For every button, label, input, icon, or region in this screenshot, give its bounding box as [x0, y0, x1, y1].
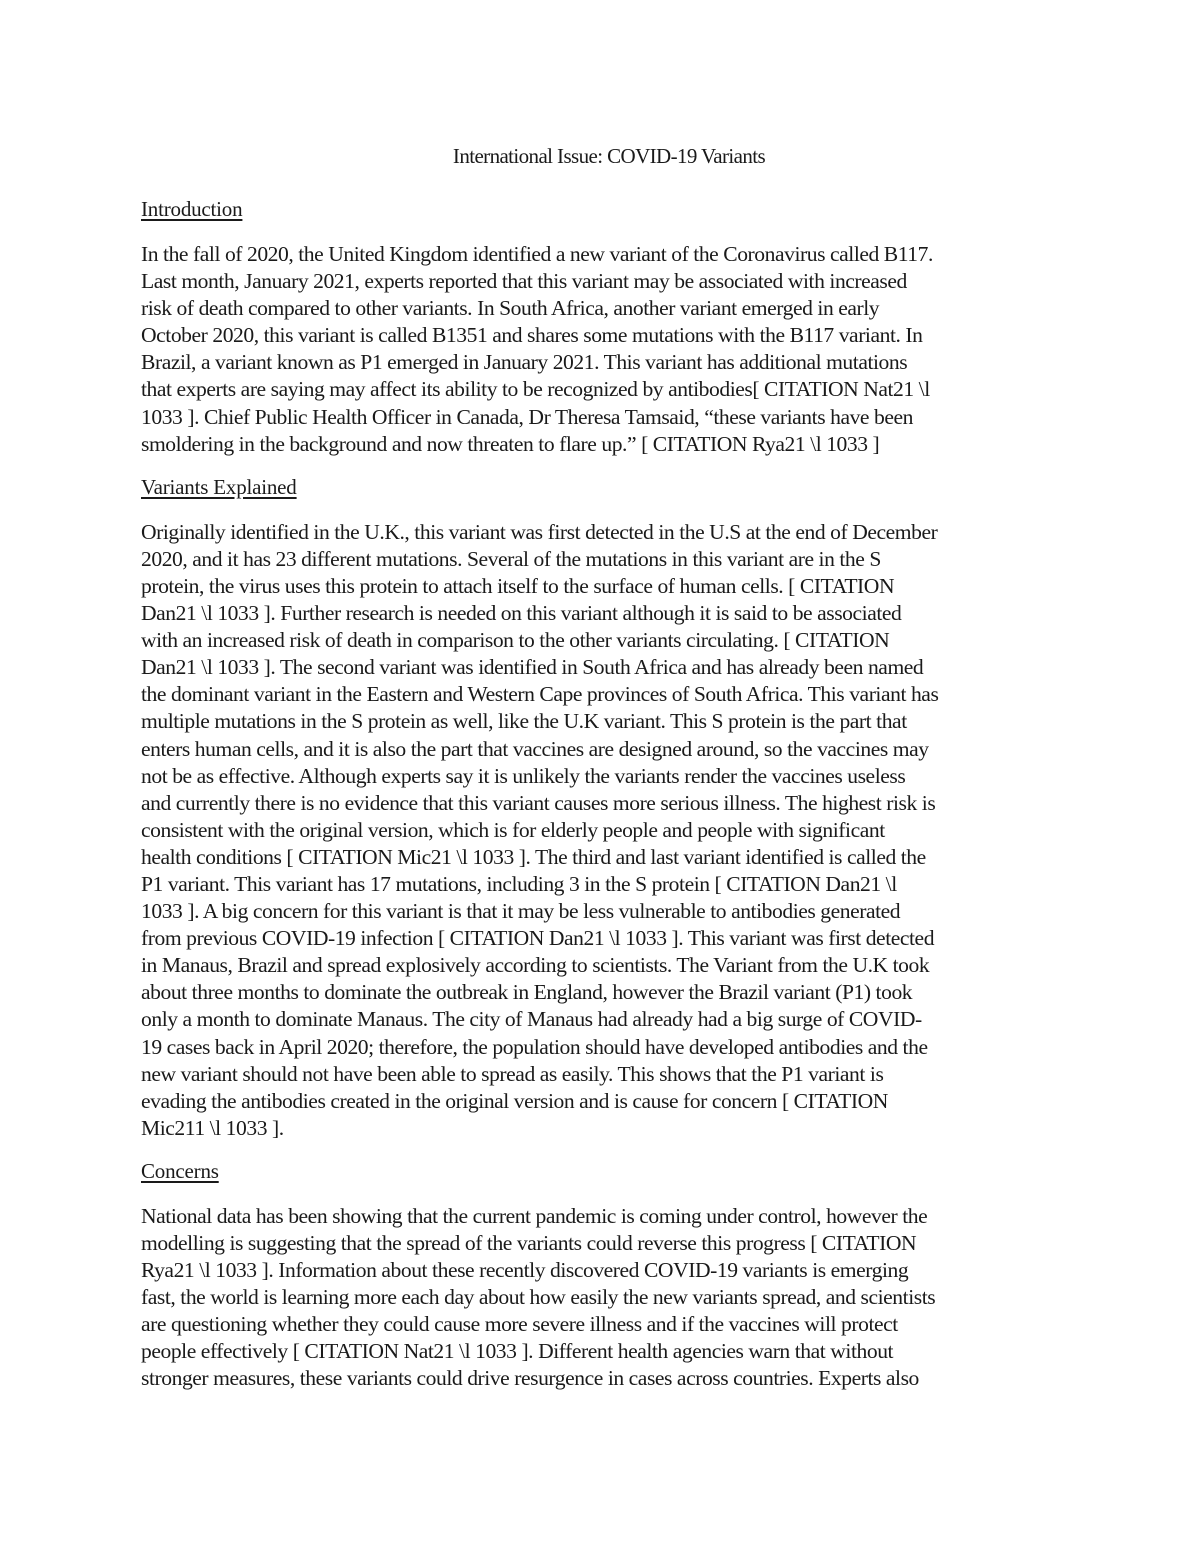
document-body — [141, 142, 1063, 1409]
paragraph-line: risk of death compared to other variants. In South Africa, another variant emerged in early — [141, 296, 880, 321]
paragraph-line: Dan21 \l 1033 ]. The second variant was identified in South Africa and has already been named — [141, 655, 924, 680]
paragraph-line: P1 variant. This variant has 17 mutations, including 3 in the S protein [ CITATION Dan21 \l — [141, 871, 897, 896]
paragraph-line: Brazil, a variant known as P1 emerged in January 2021. This variant has additional mutations — [141, 350, 908, 375]
paragraph-line: people effectively [ CITATION Nat21 \l 1033 ]. Different health agencies warn that without — [141, 1339, 894, 1364]
paragraph-line: Dan21 \l 1033 ]. Further research is needed on this variant although it is said to be associated — [141, 601, 902, 626]
paragraph-line: that experts are saying may affect its ability to be recognized by antibodies[ CITATION Nat21 \l — [141, 377, 930, 402]
paragraph-line: National data has been showing that the current pandemic is coming under control, however the — [141, 1203, 928, 1228]
paragraph-line: In the fall of 2020, the United Kingdom identified a new variant of the Coronavirus called B117. — [141, 242, 933, 266]
paragraph-line: Originally identified in the U.K., this variant was first detected in the U.S at the end of December — [141, 519, 938, 544]
section-heading-introduction: Introduction — [141, 197, 243, 221]
paragraph-line: Mic211 \l 1033 ]. — [141, 1115, 284, 1140]
paragraph-line: new variant should not have been able to spread as easily. This shows that the P1 variant is — [141, 1061, 884, 1086]
paragraph-line: and currently there is no evidence that this variant causes more serious illness. The highest risk is — [141, 790, 936, 815]
paragraph-line: protein, the virus uses this protein to attach itself to the surface of human cells. [ CITATION — [141, 573, 895, 598]
paragraph-line: are questioning whether they could cause more severe illness and if the vaccines will protect — [141, 1312, 898, 1337]
paragraph-line: Rya21 \l 1033 ]. Information about these recently discovered COVID-19 variants is emerging — [141, 1258, 909, 1283]
paragraph-line: multiple mutations in the S protein as well, like the U.K variant. This S protein is the part that — [141, 709, 907, 734]
paragraph-line: stronger measures, these variants could drive resurgence in cases across countries. Experts also — [141, 1366, 919, 1391]
paragraph-line: only a month to dominate Manaus. The city of Manaus had already had a big surge of COVID- — [141, 1007, 922, 1032]
paragraph-line: smoldering in the background and now threaten to flare up.” [ CITATION Rya21 \l 1033 ] — [141, 431, 880, 456]
concerns-paragraph — [141, 1203, 1063, 1393]
paragraph-line: fast, the world is learning more each day about how easily the new variants spread, and scientists — [141, 1285, 936, 1310]
section-heading-concerns: Concerns — [141, 1158, 219, 1183]
paragraph-line: Last month, January 2021, experts reported that this variant may be associated with increased — [141, 269, 907, 294]
paragraph-line: consistent with the original version, which is for elderly people and people with significant — [141, 817, 885, 842]
document-title: International Issue: COVID-19 Variants — [452, 144, 766, 168]
paragraph-line: 1033 ]. A big concern for this variant is that it may be less vulnerable to antibodies generated — [141, 899, 901, 924]
paragraph-line: in Manaus, Brazil and spread explosively according to scientists. The Variant from the U.K took — [141, 953, 930, 978]
paragraph-line: from previous COVID-19 infection [ CITATION Dan21 \l 1033 ]. This variant was first detected — [141, 926, 935, 951]
paragraph-line: about three months to dominate the outbreak in England, however the Brazil variant (P1) took — [141, 980, 913, 1005]
paragraph-line: modelling is suggesting that the spread of the variants could reverse this progress [ CITATION — [141, 1231, 917, 1255]
paragraph-line: 19 cases back in April 2020; therefore, the population should have developed antibodies and the — [141, 1034, 928, 1059]
introduction-paragraph — [141, 241, 1063, 458]
section-heading-variants-explained: Variants Explained — [141, 474, 297, 499]
paragraph-line: not be as effective. Although experts say it is unlikely the variants render the vaccines useless — [141, 763, 906, 788]
paragraph-line: October 2020, this variant is called B1351 and shares some mutations with the B117 variant. In — [141, 323, 923, 348]
paragraph-line: with an increased risk of death in comparison to the other variants circulating. [ CITATION — [141, 628, 890, 653]
variants-explained-paragraph — [141, 519, 1063, 1142]
paragraph-line: enters human cells, and it is also the part that vaccines are designed around, so the vaccines may — [141, 736, 929, 761]
paragraph-line: 2020, and it has 23 different mutations. Several of the mutations in this variant are in the S — [141, 546, 881, 571]
paragraph-line: the dominant variant in the Eastern and Western Cape provinces of South Africa. This variant has — [141, 682, 939, 707]
paragraph-line: health conditions [ CITATION Mic21 \l 1033 ]. The third and last variant identified is called the — [141, 844, 926, 869]
paragraph-line: evading the antibodies created in the original version and is cause for concern [ CITATION — [141, 1088, 888, 1113]
paragraph-line: 1033 ]. Chief Public Health Officer in Canada, Dr Theresa Tamsaid, “these variants have been — [141, 404, 913, 429]
